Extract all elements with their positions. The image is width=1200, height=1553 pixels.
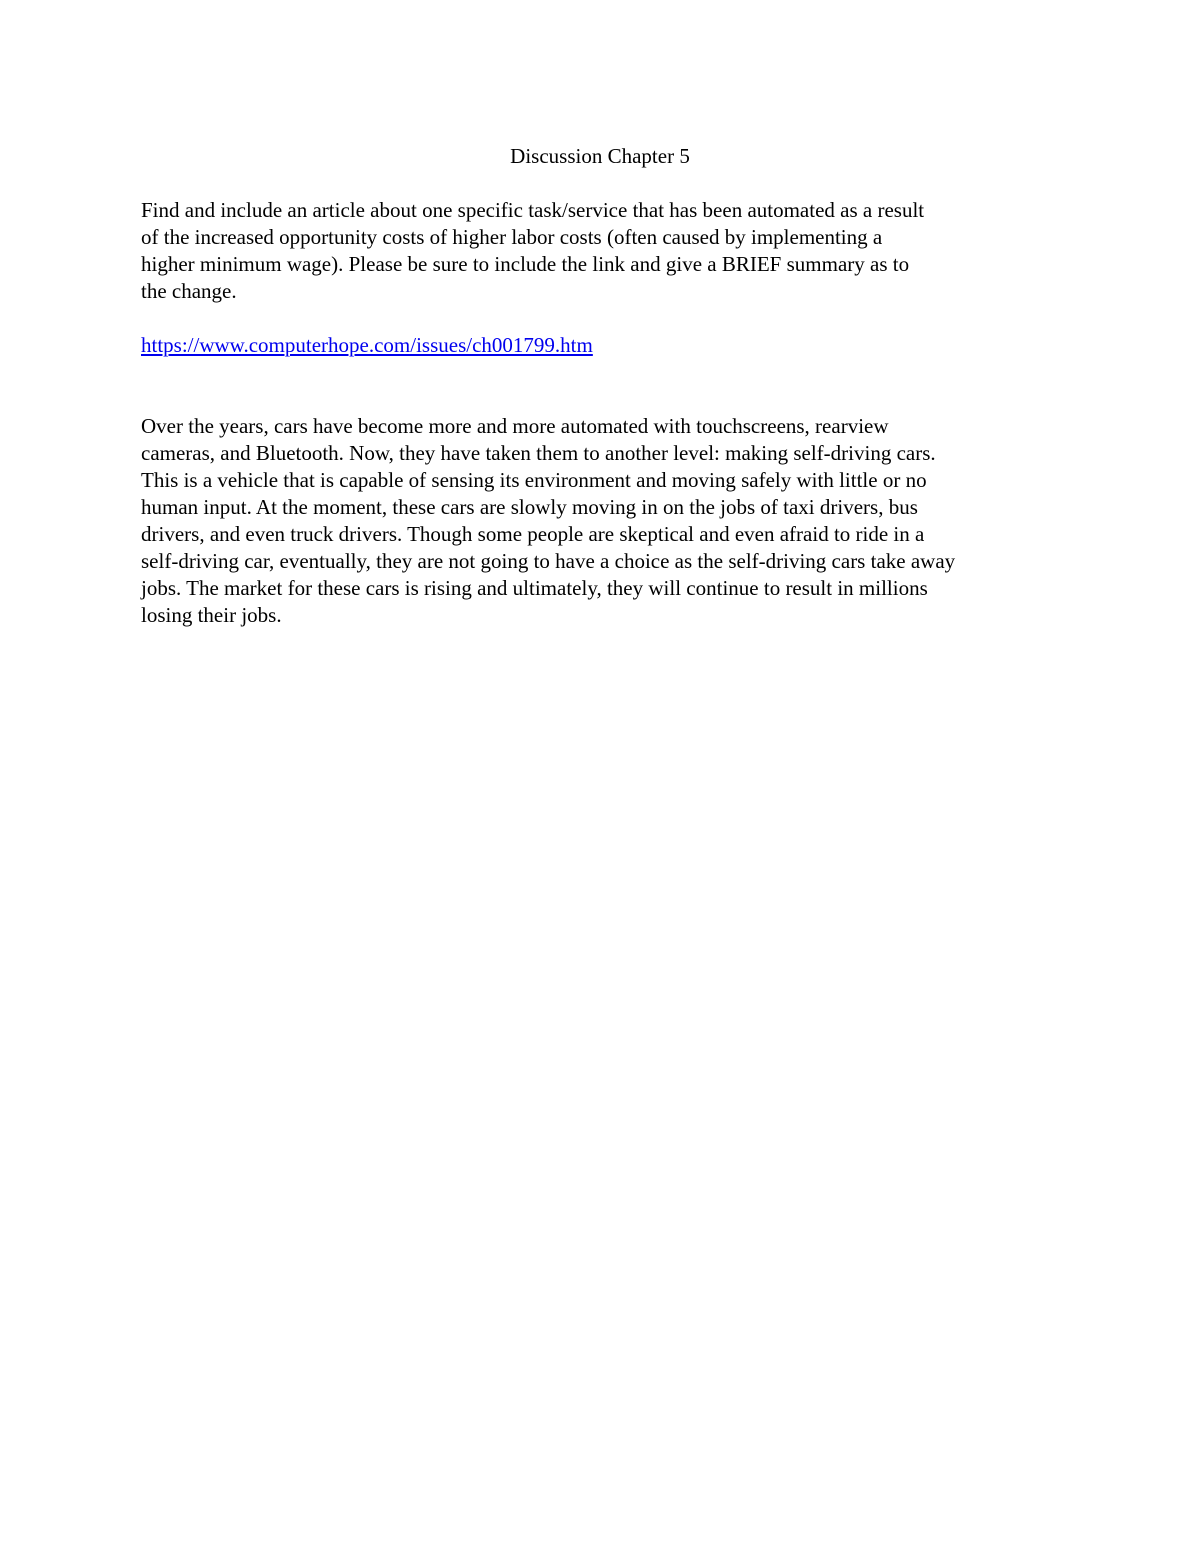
document-title: Discussion Chapter 5	[510, 144, 690, 168]
prompt-line: the change.	[141, 279, 237, 303]
assignment-prompt	[141, 197, 1061, 305]
summary-line: drivers, and even truck drivers. Though some people are skeptical and even afraid to ride in a	[141, 522, 925, 546]
summary-line: Over the years, cars have become more and more automated with touchscreens, rearview	[141, 414, 889, 438]
summary-line: This is a vehicle that is capable of sensing its environment and moving safely with little or no	[141, 468, 927, 492]
summary-line: human input. At the moment, these cars are slowly moving in on the jobs of taxi drivers, bus	[141, 495, 918, 519]
article-link[interactable]: https://www.computerhope.com/issues/ch001799.htm	[141, 333, 593, 357]
summary-line: jobs. The market for these cars is rising and ultimately, they will continue to result in millions	[141, 576, 928, 600]
summary-paragraph	[141, 413, 1061, 629]
summary-line: cameras, and Bluetooth. Now, they have taken them to another level: making self-driving cars.	[141, 441, 936, 465]
prompt-line: higher minimum wage). Please be sure to include the link and give a BRIEF summary as to	[141, 252, 910, 276]
prompt-line: of the increased opportunity costs of higher labor costs (often caused by implementing a	[141, 225, 883, 249]
summary-line: self-driving car, eventually, they are not going to have a choice as the self-driving cars take away	[141, 549, 956, 573]
summary-line: losing their jobs.	[141, 603, 282, 627]
prompt-line: Find and include an article about one specific task/service that has been automated as a result	[141, 198, 925, 222]
